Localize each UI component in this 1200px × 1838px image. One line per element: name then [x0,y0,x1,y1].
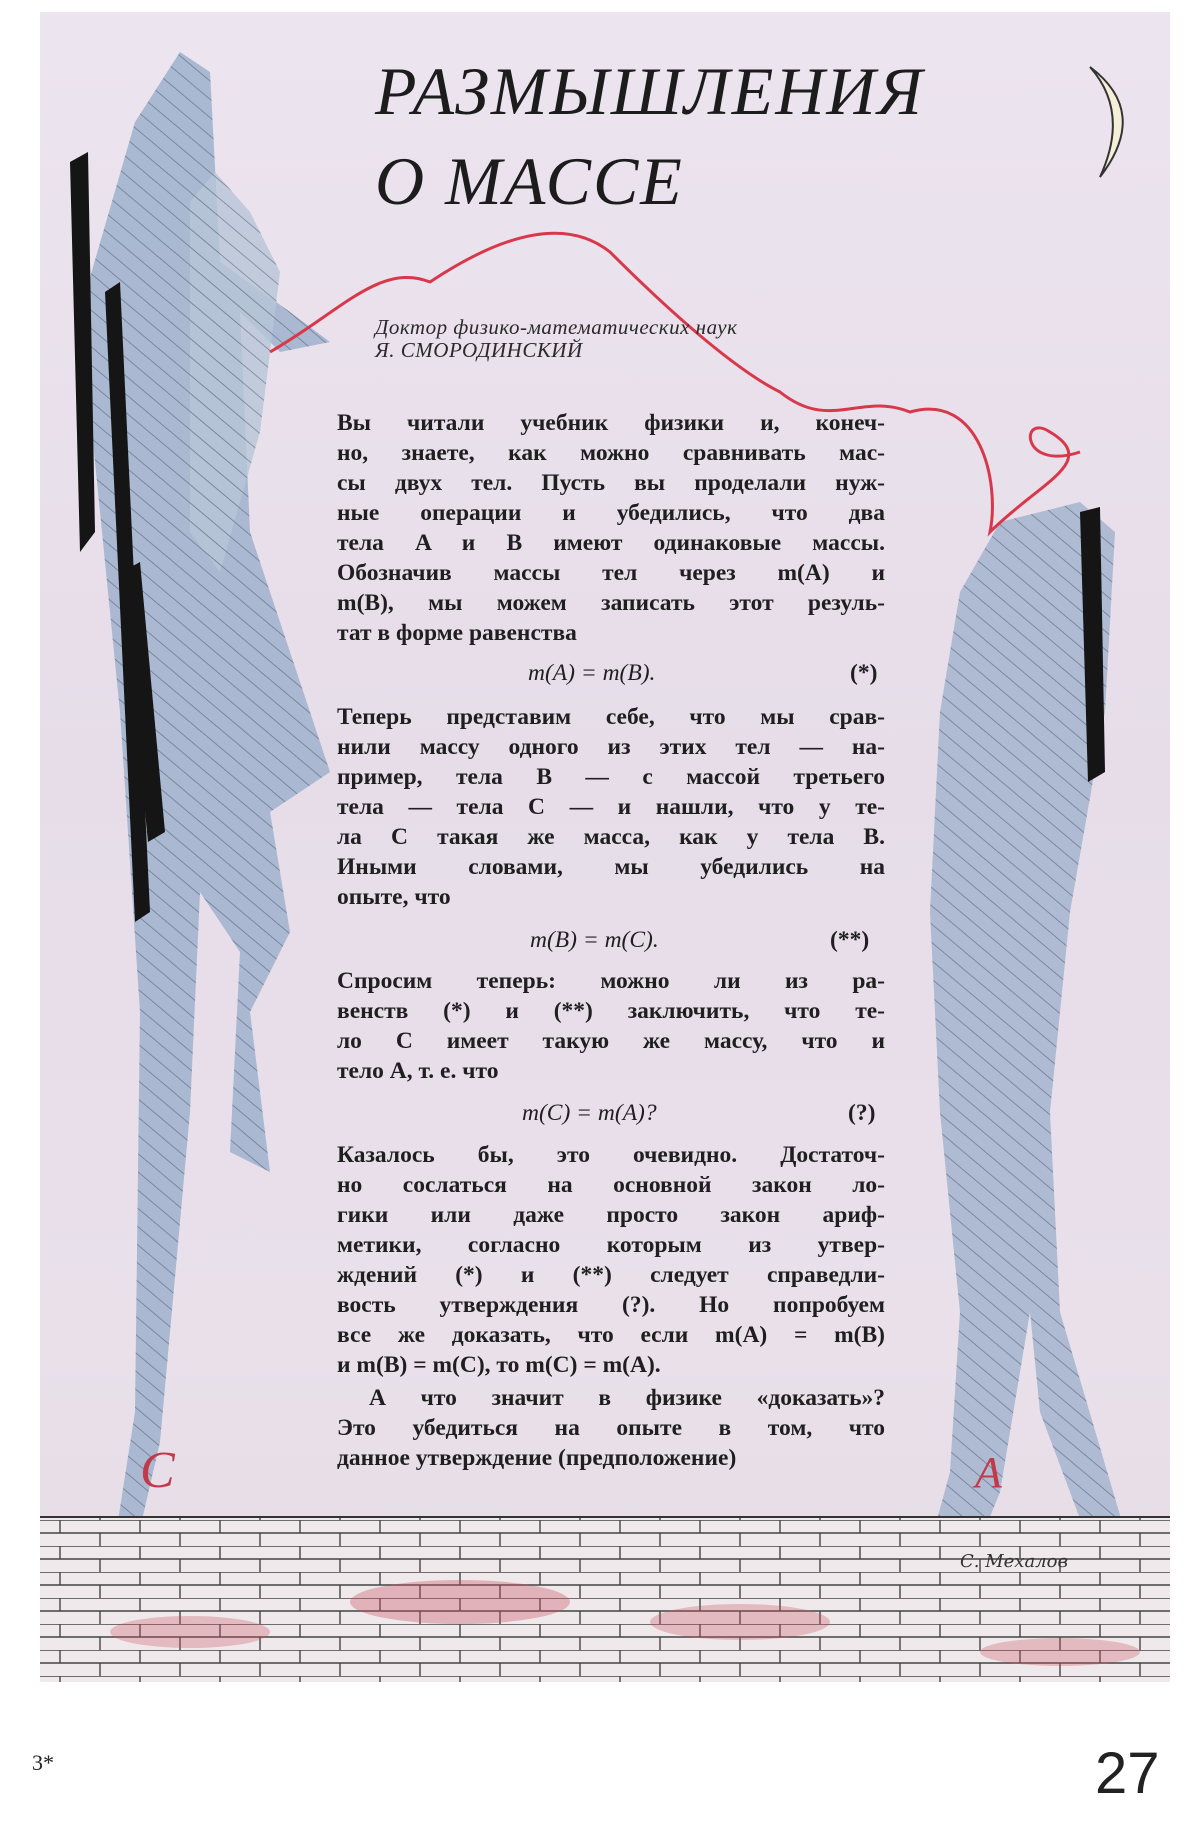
formula-2-tag: (**) [830,927,870,953]
label-a: A [975,1448,1002,1497]
body-line: А что значит в физике «доказать»? [369,1385,885,1411]
label-c: C [140,1442,175,1499]
body-line: тела A и B имеют одинаковые массы. [337,530,885,556]
body-line: ло C имеет такую же массу, что и [337,1028,885,1054]
body-line: тело A, т. е. что [337,1058,499,1084]
body-line: данное утверждение (предположение) [337,1445,737,1471]
page-number: 27 [1095,1741,1160,1806]
formula-3-tag: (?) [848,1100,876,1126]
body-line: и m(B) = m(C), то m(C) = m(A). [337,1352,661,1378]
article-title-line1: РАЗМЫШЛЕНИЯ [375,53,925,129]
body-line: но сослаться на основной закон ло- [337,1172,885,1198]
moon-shape [1090,67,1123,177]
formula-2: m(B) = m(C). [530,927,659,953]
left-figure [70,52,330,1572]
body-line: пример, тела B — с массой третьего [337,764,885,790]
body-line: Это убедиться на опыте в том, что [337,1415,885,1441]
body-line: Вы читали учебник физики и, конеч- [337,410,885,436]
author-name: Я. СМОРОДИНСКИЙ [375,338,583,362]
body-line: все же доказать, что если m(A) = m(B) [337,1322,885,1348]
body-line: гики или даже просто закон ариф- [337,1202,885,1228]
article-title-line2: О МАССЕ [375,143,684,219]
body-line: тат в форме равенства [337,620,577,646]
body-line: Иными словами, мы убедились на [337,854,885,880]
body-line: венств (*) и (**) заключить, что те- [337,998,885,1024]
formula-3: m(C) = m(A)? [522,1100,657,1126]
body-line: ные операции и убедились, что два [337,500,885,526]
body-line: сы двух тел. Пусть вы проделали нуж- [337,470,885,496]
right-figure [920,502,1135,1592]
artist-signature: С. Мехалов [960,1551,1068,1572]
body-line: Спросим теперь: можно ли из ра- [337,968,885,994]
author-degree: Доктор физико-математических наук [375,315,738,339]
body-line: ждений (*) и (**) следует справедли- [337,1262,885,1288]
body-line: Казалось бы, это очевидно. Достаточ- [337,1142,885,1168]
signature-marker: 3* [32,1750,54,1775]
body-line: m(B), мы можем записать этот резуль- [337,590,885,616]
formula-1: m(A) = m(B). [528,660,656,686]
body-line: опыте, что [337,884,451,910]
body-line: тела — тела C — и нашли, что у те- [337,794,885,820]
body-line: вость утверждения (?). Но попробуем [337,1292,885,1318]
body-line: Теперь представим себе, что мы срав- [337,704,885,730]
body-line: метики, согласно которым из утвер- [337,1232,885,1258]
body-line: но, знаете, как можно сравнивать мас- [337,440,885,466]
body-line: ла C такая же масса, как у тела B. [337,824,885,850]
body-line: Обозначив массы тел через m(A) и [337,560,885,586]
body-line: нили массу одного из этих тел — на- [337,734,885,760]
formula-1-tag: (*) [850,660,878,686]
